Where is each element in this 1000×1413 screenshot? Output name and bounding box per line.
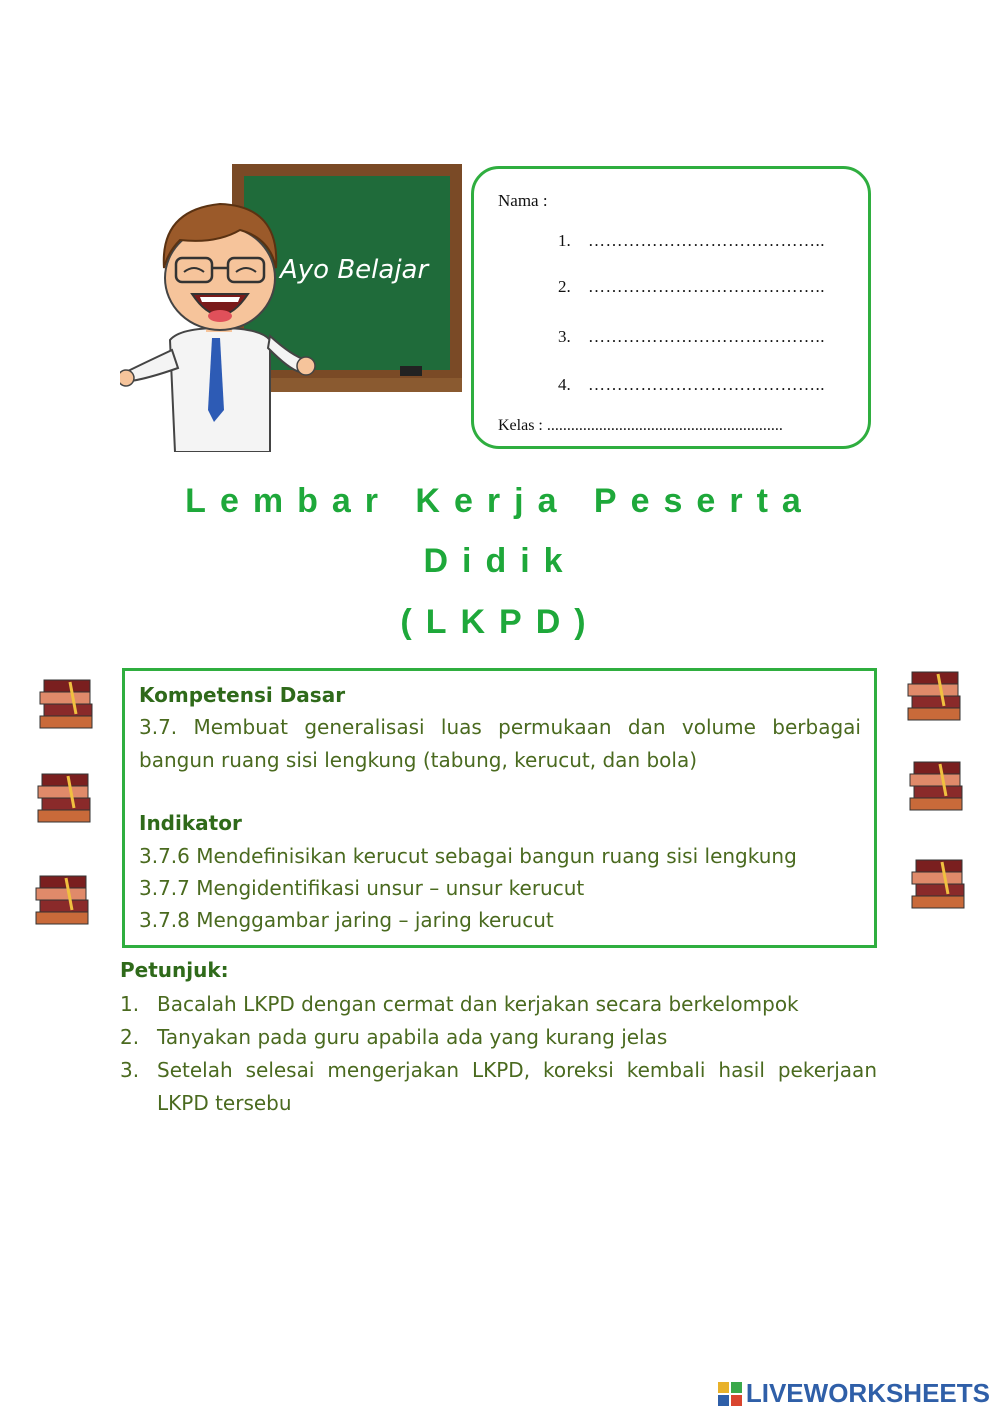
instruction-item (120, 1021, 877, 1054)
name-row-number: 4. (558, 375, 571, 394)
liveworksheets-logo-icon (717, 1381, 743, 1407)
name-row-number: 1. (558, 231, 571, 250)
class-field[interactable]: Kelas : ........................................................... (498, 417, 783, 434)
book-stack-icon (904, 668, 964, 726)
liveworksheets-brand[interactable] (717, 1378, 990, 1409)
competency-box (122, 668, 877, 948)
instruction-text: Bacalah LKPD dengan cermat dan kerjakan secara berkelompok (157, 992, 799, 1016)
indicator-heading: Indikator (139, 811, 242, 835)
name-row-4[interactable] (558, 375, 825, 395)
name-row-blank: ………………………………….. (588, 231, 825, 250)
competency-heading: Kompetensi Dasar (139, 683, 346, 707)
page-title-line-2: Didik (423, 542, 577, 580)
instruction-number: 2. (120, 1025, 140, 1049)
book-stack-icon (36, 676, 96, 734)
instruction-item (120, 988, 877, 1021)
book-stack-icon (32, 872, 92, 930)
instruction-item (120, 1054, 877, 1120)
board-text: Ayo Belajar (280, 255, 429, 285)
name-label: Nama : (498, 191, 548, 210)
teacher-illustration (120, 160, 465, 452)
indicator-item: 3.7.6 Mendefinisikan kerucut sebagai bangun ruang sisi lengkung (139, 844, 797, 868)
instruction-number: 3. (120, 1058, 140, 1082)
page-title-line-3: (LKPD) (400, 603, 600, 641)
name-row-1[interactable] (558, 231, 825, 251)
instructions-heading: Petunjuk: (120, 958, 229, 982)
name-row-3[interactable] (558, 327, 825, 347)
name-row-number: 2. (558, 277, 571, 296)
name-row-number: 3. (558, 327, 571, 346)
student-name-box (471, 166, 871, 449)
book-stack-icon (906, 758, 966, 816)
brand-name: LIVEWORKSHEETS (745, 1378, 990, 1408)
instruction-number: 1. (120, 992, 140, 1016)
name-row-blank: ………………………………….. (588, 327, 825, 346)
competency-text: 3.7. Membuat generalisasi luas permukaan dan volume berbagai bangun ruang sisi lengkung (tabung, kerucut, dan bola) (139, 715, 861, 772)
indicator-item: 3.7.8 Menggambar jaring – jaring kerucut (139, 908, 554, 932)
indicator-item: 3.7.7 Mengidentifikasi unsur – unsur kerucut (139, 876, 585, 900)
book-stack-icon (908, 856, 968, 914)
page-title-line-1: Lembar Kerja Peserta (185, 482, 815, 520)
instruction-text: Setelah selesai mengerjakan LKPD, koreksi kembali hasil pekerjaan LKPD tersebu (157, 1058, 877, 1115)
name-row-blank: ………………………………….. (588, 375, 825, 394)
name-row-blank: ………………………………….. (588, 277, 825, 296)
name-row-2[interactable] (558, 277, 825, 297)
instruction-text: Tanyakan pada guru apabila ada yang kurang jelas (157, 1025, 668, 1049)
book-stack-icon (34, 770, 94, 828)
